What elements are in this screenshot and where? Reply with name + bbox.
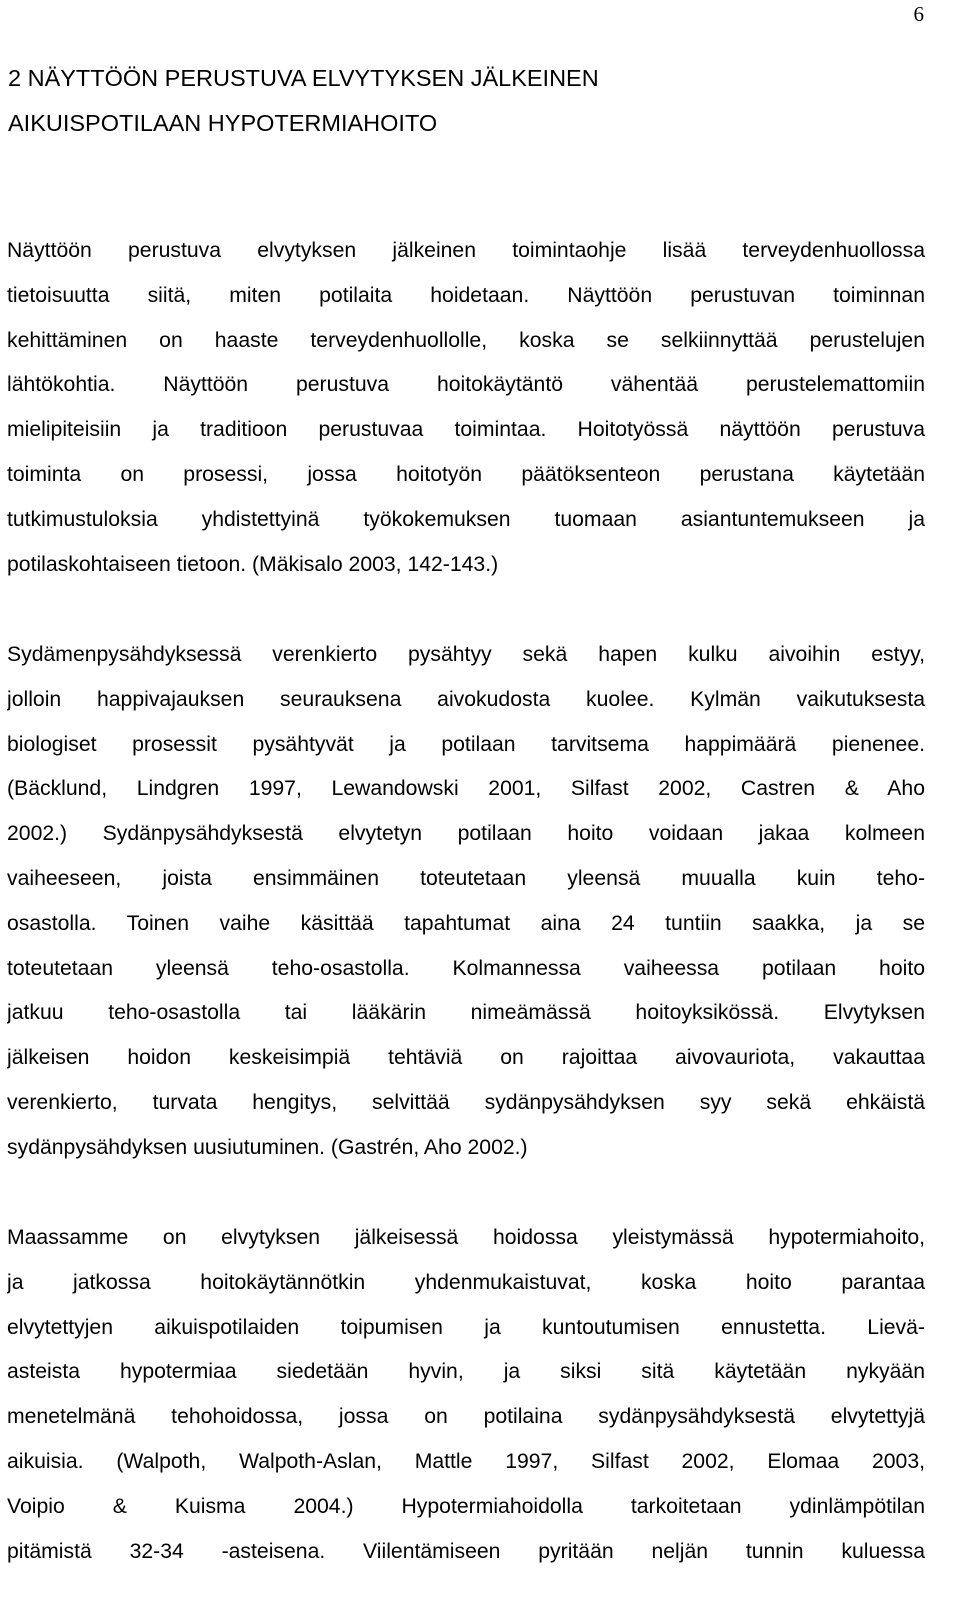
text-line: lähtökohtia. Näyttöön perustuva hoitokäytäntö vähentää perustelemattomiin <box>7 373 925 397</box>
paragraph-cardiac-arrest <box>7 633 925 1171</box>
text-line: tutkimustuloksia yhdistettyinä työkokemuksen tuomaan asiantuntemukseen ja <box>7 507 925 531</box>
chapter-heading <box>8 56 908 146</box>
text-line: mielipiteisiin ja traditioon perustuvaa toimintaa. Hoitotyössä näyttöön perustuva <box>7 418 925 442</box>
paragraph-hypothermia-treatment <box>7 1216 925 1574</box>
text-line: kehittäminen on haaste terveydenhuollolle, koska se selkiinnyttää perustelujen <box>7 328 925 352</box>
text-line: jälkeisen hoidon keskeisimpiä tehtäviä on rajoittaa aivovauriota, vakauttaa <box>7 1046 925 1070</box>
text-line: ja jatkossa hoitokäytännötkin yhdenmukaistuvat, koska hoito parantaa <box>7 1270 925 1294</box>
text-line: jolloin happivajauksen seurauksena aivokudosta kuolee. Kylmän vaikutuksesta <box>7 687 925 711</box>
paragraph-evidence-based-practice <box>7 229 925 587</box>
text-line: Maassamme on elvytyksen jälkeisessä hoidossa yleistymässä hypotermiahoito, <box>7 1226 925 1249</box>
text-line: biologiset prosessit pysähtyvät ja potilaan tarvitsema happimäärä pienenee. <box>7 732 925 756</box>
chapter-heading-line-1: 2 NÄYTTÖÖN PERUSTUVA ELVYTYKSEN JÄLKEINEN <box>8 65 599 91</box>
page-number: 6 <box>913 2 924 26</box>
text-line: asteista hypotermiaa siedetään hyvin, ja siksi sitä käytetään nykyään <box>7 1360 925 1384</box>
text-line: verenkierto, turvata hengitys, selvittää sydänpysähdyksen syy sekä ehkäistä <box>7 1090 925 1114</box>
text-line: (Bäcklund, Lindgren 1997, Lewandowski 2001, Silfast 2002, Castren & Aho <box>7 777 925 801</box>
text-line: 2002.) Sydänpysähdyksestä elvytetyn potilaan hoito voidaan jakaa kolmeen <box>7 822 925 846</box>
text-line: pitämistä 32-34 -asteisena. Viilentämiseen pyritään neljän tunnin kuluessa <box>7 1539 925 1563</box>
text-line: toiminta on prosessi, jossa hoitotyön päätöksenteon perustana käytetään <box>7 462 925 486</box>
text-line: toteutetaan yleensä teho-osastolla. Kolmannessa vaiheessa potilaan hoito <box>7 956 925 980</box>
text-line: elvytettyjen aikuispotilaiden toipumisen ja kuntoutumisen ennustetta. Lievä- <box>7 1315 925 1339</box>
text-line: aikuisia. (Walpoth, Walpoth-Aslan, Mattle 1997, Silfast 2002, Elomaa 2003, <box>7 1449 925 1473</box>
text-line: Näyttöön perustuva elvytyksen jälkeinen toimintaohje lisää terveydenhuollossa <box>7 239 925 262</box>
text-line: sydänpysähdyksen uusiutuminen. (Gastrén, Aho 2002.) <box>7 1135 528 1159</box>
text-line: Sydämenpysähdyksessä verenkierto pysähtyy sekä hapen kulku aivoihin estyy, <box>7 643 925 666</box>
text-line: osastolla. Toinen vaihe käsittää tapahtumat aina 24 tuntiin saakka, ja se <box>7 911 925 935</box>
text-line: potilaskohtaiseen tietoon. (Mäkisalo 2003, 142-143.) <box>7 552 499 576</box>
text-line: menetelmänä tehohoidossa, jossa on potilaina sydänpysähdyksestä elvytettyjä <box>7 1405 925 1429</box>
chapter-heading-line-2: AIKUISPOTILAAN HYPOTERMIAHOITO <box>8 110 438 136</box>
text-line: vaiheeseen, joista ensimmäinen toteutetaan yleensä muualla kuin teho- <box>7 866 925 890</box>
text-line: tietoisuutta siitä, miten potilaita hoidetaan. Näyttöön perustuvan toiminnan <box>7 283 925 307</box>
text-line: Voipio & Kuisma 2004.) Hypotermiahoidolla tarkoitetaan ydinlämpötilan <box>7 1494 925 1518</box>
text-line: jatkuu teho-osastolla tai lääkärin nimeämässä hoitoyksikössä. Elvytyksen <box>7 1001 925 1025</box>
